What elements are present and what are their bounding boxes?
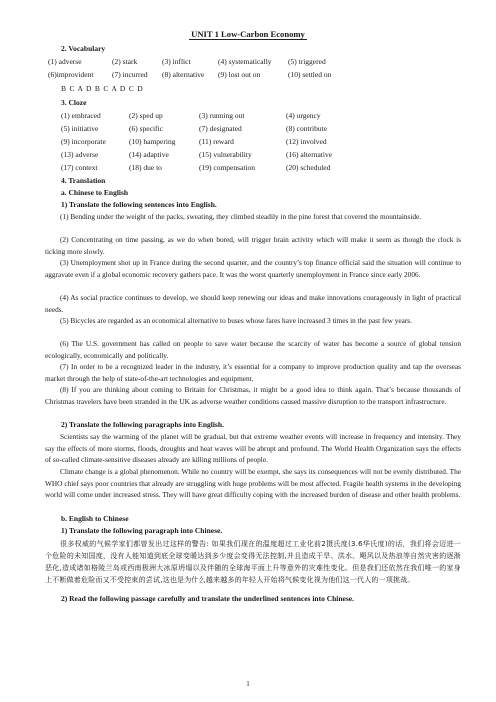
paragraph-2: Climate change is a global phenomenon. While no country will be exempt, she says its consequences will not be evenly distributed. The WHO chief says poor countries that already are struggling with huge problems will be most affected. Fragile health systems in the developing world will come under increased stress. They will have great difficulty coping with the increased burden of disease and other health problems. xyxy=(45,467,461,500)
instruction-translate-underlined: 2) Read the following passage carefully and translate the underlined sentences into Chinese. xyxy=(61,594,354,603)
vocab-item: (5) triggered xyxy=(288,57,326,66)
cloze-item: (4) urgency xyxy=(286,111,321,120)
sentence-4: (4) As social practice continues to develop, we should keep renewing our ideas and make innovations courageously in light of practical needs. xyxy=(45,293,461,314)
vocab-item: (8) alternative xyxy=(162,70,205,79)
translation-heading: 4. Translation xyxy=(61,176,106,185)
cloze-item: (20) scheduled xyxy=(286,163,331,172)
cloze-item: (13) adverse xyxy=(61,150,99,159)
cloze-item: (8) contribute xyxy=(286,124,328,133)
vocab-item: (1) adverse xyxy=(48,57,82,66)
sentence-5: (5) Bicycles are regarded as an economical alternative to buses whose fares have increased 3 times in the past few years. xyxy=(60,316,412,325)
cloze-item: (11) reward xyxy=(199,137,234,146)
vocab-item: (4) systematically xyxy=(218,57,272,66)
sentence-6: (6) The U.S. government has called on people to save water because the scarcity of water has become a source of global tension ecologically, economically and politically. xyxy=(45,339,461,360)
cloze-item: (19) compensation xyxy=(199,163,256,172)
sentence-8: (8) If you are thinking about coming to Britain for Christmas, it might be a good idea to think again. That’s because thousands of Christmas travelers have been stranded in the UK as adverse weather conditions caused massive disruption to the transport infrastructure. xyxy=(45,385,461,406)
instruction-translate-paragraphs: 2) Translate the following paragraphs into English. xyxy=(61,420,224,429)
sentence-7: (7) In order to be a recognized leader in the industry, it’s essential for a company to improve production quality and tap the overseas market through the help of state-of-the-art technologies and equipment. xyxy=(45,362,461,383)
cloze-item: (16) alternative xyxy=(286,150,333,159)
cloze-item: (7) designated xyxy=(199,124,242,133)
cloze-item: (15) vulnerability xyxy=(199,150,252,159)
paragraph-1: Scientists say the warming of the planet will be gradual, but that extreme weather events will increase in frequency and intensity. They say the effects of more storms, floods, droughts and heat waves will be abrupt and profound. The World Health Organization says the effects of so-called climate-sensitive diseases already are killing millions of people. xyxy=(45,432,461,465)
cloze-item: (14) adaptive xyxy=(129,150,169,159)
subheading-english-to-chinese: b. English to Chinese xyxy=(61,514,129,523)
sentence-1: (1) Bending under the weight of the packs, sweating, they climbed steadily in the pine forest that covered the mountainside. xyxy=(60,212,422,221)
cloze-heading: 3. Cloze xyxy=(61,98,87,107)
cloze-item: (10) hampering xyxy=(129,137,176,146)
cloze-item: (9) incorporate xyxy=(61,137,106,146)
vocabulary-heading: 2. Vocabulary xyxy=(61,44,106,53)
cloze-item: (17) context xyxy=(61,163,98,172)
cloze-item: (12) involved xyxy=(286,137,327,146)
vocab-item: (3) inflict xyxy=(162,57,191,66)
subheading-chinese-to-english: a. Chinese to English xyxy=(61,188,129,197)
vocab-item: (6)improvident xyxy=(48,70,94,79)
cloze-item: (6) specific xyxy=(129,124,163,133)
instruction-translate-into-chinese: 1) Translate the following paragraph into Chinese. xyxy=(61,526,223,535)
vocab-item: (9) lost out on xyxy=(218,70,261,79)
unit-title: UNIT 1 Low-Carbon Economy xyxy=(191,29,305,39)
chinese-paragraph: 很多权威的气候学家们都曾发出过这样的警告: 如果我们现在的温度超过工业化前2摄氏度(3.6华氏度)的话，我们将会迈进一个危险的未知国度，没有人能知道到底全球变暖达到多少度会变得无法控制,并且造成干旱、洪水、飓风以及热浪等自然灾害的逐渐恶化,造成诸如格陵兰岛或西南极洲大冰原坍塌以及伴随的全球海平面上升等意外的灾难性变化。但是我们还依然在我们唯一的家身上不断做着危险而又不受控束的尝试,这也是为什么越来越多的年轻人开始将气候变化视为他们这一代人的一项挑战。 xyxy=(45,540,461,584)
vocab-answers: B C A D B C A D C D xyxy=(61,84,144,93)
vocab-item: (2) stark xyxy=(112,57,138,66)
instruction-translate-sentences: 1) Translate the following sentences into English. xyxy=(61,200,217,209)
cloze-item: (5) initiative xyxy=(61,124,99,133)
cloze-item: (3) running out xyxy=(199,111,245,120)
sentence-3: (3) Unemployment shot up in France during the second quarter, and the country’s top finance official said the situation will continue to aggravate even if a global economic recovery gathers pace. It was the worst quarterly unemployment in France since early 2006. xyxy=(45,258,461,279)
cloze-item: (2) sped up xyxy=(129,111,163,120)
cloze-item: (18) due to xyxy=(129,163,162,172)
cloze-item: (1) embraced xyxy=(61,111,101,120)
vocab-item: (10) settled on xyxy=(288,70,332,79)
vocab-item: (7) incurred xyxy=(112,70,148,79)
sentence-2: (2) Concentrating on time passing, as we do when bored, will trigger brain activity which will make it seem as though the clock is ticking more slowly. xyxy=(45,235,461,256)
page-number: 1 xyxy=(246,680,250,688)
